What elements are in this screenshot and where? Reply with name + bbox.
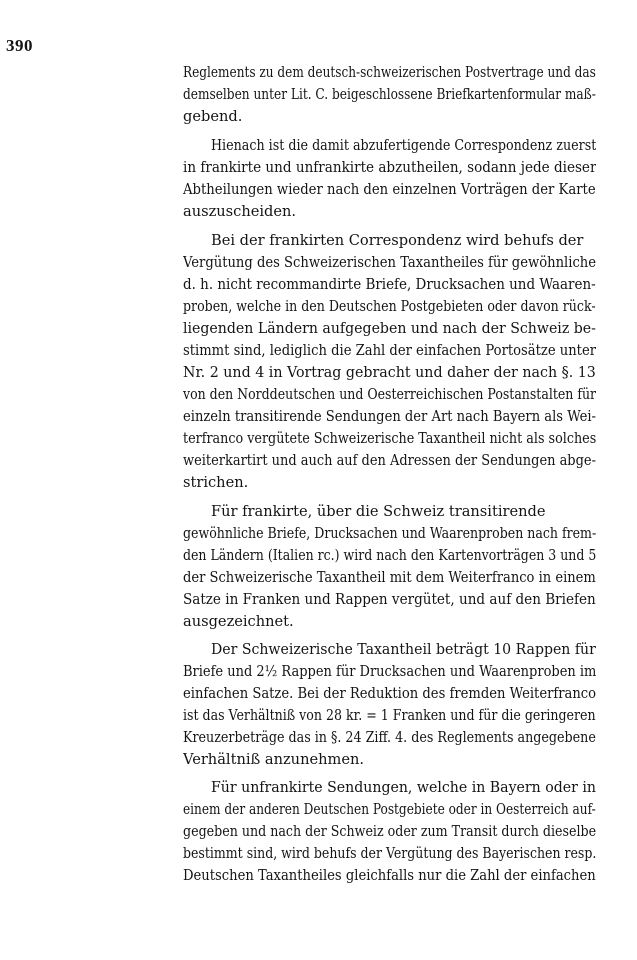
text-line (183, 863, 596, 889)
text-line-content: Hienach ist die damit abzufertigende Correspondenz zuerst (211, 137, 596, 154)
text-line-content: terfranco vergütete Schweizerische Taxantheil nicht als solches (183, 430, 596, 447)
text-line-content: Reglements zu dem deutsch-schweizerischen Postvertrage und das (183, 64, 596, 81)
text-line-content: Briefe und 2½ Rappen für Drucksachen und Waarenproben im (183, 663, 596, 680)
text-line-content: Verhältniß anzunehmen. (183, 751, 365, 768)
text-line-content: gegeben und nach der Schweiz oder zum Transit durch dieselbe (183, 823, 596, 840)
text-line-content: einfachen Satze. Bei der Reduktion des fremden Weiterfranco (183, 685, 596, 702)
text-line-content: Satze in Franken und Rappen vergütet, und auf den Briefen (183, 591, 596, 608)
text-line (183, 609, 596, 635)
text-line-content: ist das Verhältniß von 28 kr. = 1 Franken und für die geringeren (183, 707, 596, 724)
text-line (183, 104, 596, 130)
text-line-content: den Ländern (Italien rc.) wird nach den Kartenvorträgen 3 und 5 (183, 547, 596, 564)
text-line-content: Bei der frankirten Correspondenz wird behufs der (211, 232, 584, 249)
text-line-content: Kreuzerbeträge das in §. 24 Ziff. 4. des Reglements angegebene (183, 729, 596, 746)
text-line-content: Der Schweizerische Taxantheil beträgt 10 Rappen für (211, 641, 596, 658)
page-number: 390 (6, 36, 33, 55)
text-line-content: liegenden Ländern aufgegeben und nach der Schweiz be- (183, 320, 596, 337)
text-line-content: strichen. (183, 474, 249, 491)
text-line-content: stimmt sind, lediglich die Zahl der einfachen Portosätze unter (183, 342, 596, 359)
text-line-content: demselben unter Lit. C. beigeschlossene Briefkartenformular maß- (183, 86, 596, 103)
text-line-content: Nr. 2 und 4 in Vortrag gebracht und daher der nach §. 13 (183, 364, 596, 381)
text-line-content: der Schweizerische Taxantheil mit dem Weiterfranco in einem (183, 569, 596, 586)
text-line-content: Für frankirte, über die Schweiz transitirende (211, 503, 546, 520)
text-line-content: auszuscheiden. (183, 203, 297, 220)
text-line-content: bestimmt sind, wird behufs der Vergütung des Bayerischen resp. (183, 845, 596, 862)
text-line (183, 199, 596, 225)
text-line-content: in frankirte und unfrankirte abzutheilen, sodann jede dieser (183, 159, 596, 176)
text-line-content: Für unfrankirte Sendungen, welche in Bayern oder in (211, 779, 596, 796)
text-line-content: gewöhnliche Briefe, Drucksachen und Waarenproben nach frem- (183, 525, 596, 542)
text-line (183, 747, 596, 773)
text-line-content: proben, welche in den Deutschen Postgebieten oder davon rück- (183, 298, 596, 315)
text-line (183, 470, 596, 496)
text-line-content: ausgezeichnet. (183, 613, 294, 630)
text-line-content: Vergütung des Schweizerischen Taxantheiles für gewöhnliche (183, 254, 596, 271)
text-line-content: Abtheilungen wieder nach den einzelnen Vorträgen der Karte (183, 181, 596, 198)
text-line-content: von den Norddeutschen und Oesterreichischen Postanstalten für (183, 386, 596, 403)
text-line-content: einem der anderen Deutschen Postgebiete oder in Oesterreich auf- (183, 801, 596, 818)
text-line-content: d. h. nicht recommandirte Briefe, Drucksachen und Waaren- (183, 276, 596, 293)
text-line-content: weiterkartirt und auch auf den Adressen der Sendungen abge- (183, 452, 596, 469)
text-line-content: Deutschen Taxantheiles gleichfalls nur die Zahl der einfachen (183, 867, 596, 884)
text-line-content: gebend. (183, 108, 243, 125)
text-line-content: einzeln transitirende Sendungen der Art nach Bayern als Wei- (183, 408, 596, 425)
